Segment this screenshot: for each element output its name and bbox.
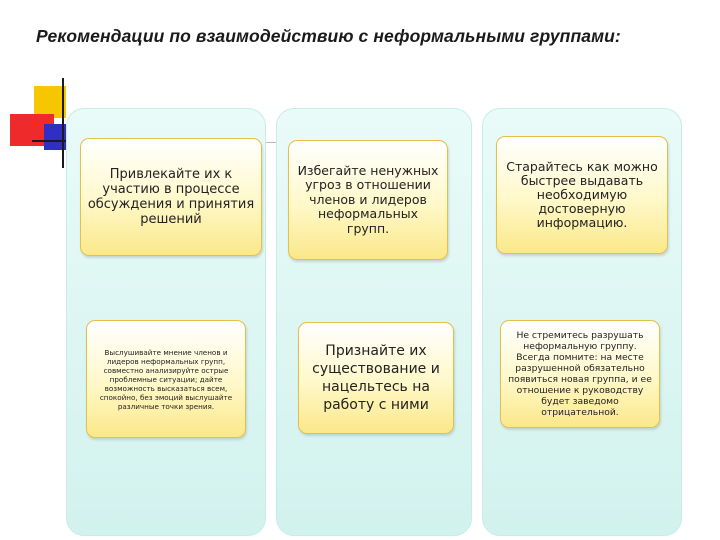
- card-text: Признайте их существование и нацельтесь на работу с ними: [312, 343, 440, 413]
- card-text: Избегайте ненужных угроз в отношении членов и лидеров неформальных групп.: [297, 162, 439, 236]
- decor-vertical-line: [62, 78, 64, 168]
- card-text: Не стремитесь разрушать неформальную группу. Всегда помните: на месте разрушенной обязательно появиться новая группа, и ее отношение к руководству будет заведомо отрицательной.: [508, 330, 652, 418]
- card-text: Привлекайте их к участию в процессе обсуждения и принятия решений: [87, 167, 255, 227]
- card-involve-in-decisions: [80, 138, 262, 256]
- card-do-not-destroy: [500, 320, 660, 428]
- card-listen-opinions: [86, 320, 246, 438]
- page-title: Рекомендации по взаимодействию с неформальными группами:: [36, 26, 621, 46]
- card-text: Выслушивайте мнение членов и лидеров неформальных групп, совместно анализируйте острые проблемные ситуации; дайте возможность высказаться всем, спокойно, без эмоций выслушайте различные точки зрения.: [99, 347, 233, 411]
- card-recognize-existence: [298, 322, 454, 434]
- card-text: Старайтесь как можно быстрее выдавать необходимую достоверную информацию.: [506, 159, 658, 230]
- card-avoid-threats: [288, 140, 448, 260]
- card-provide-information: [496, 136, 668, 254]
